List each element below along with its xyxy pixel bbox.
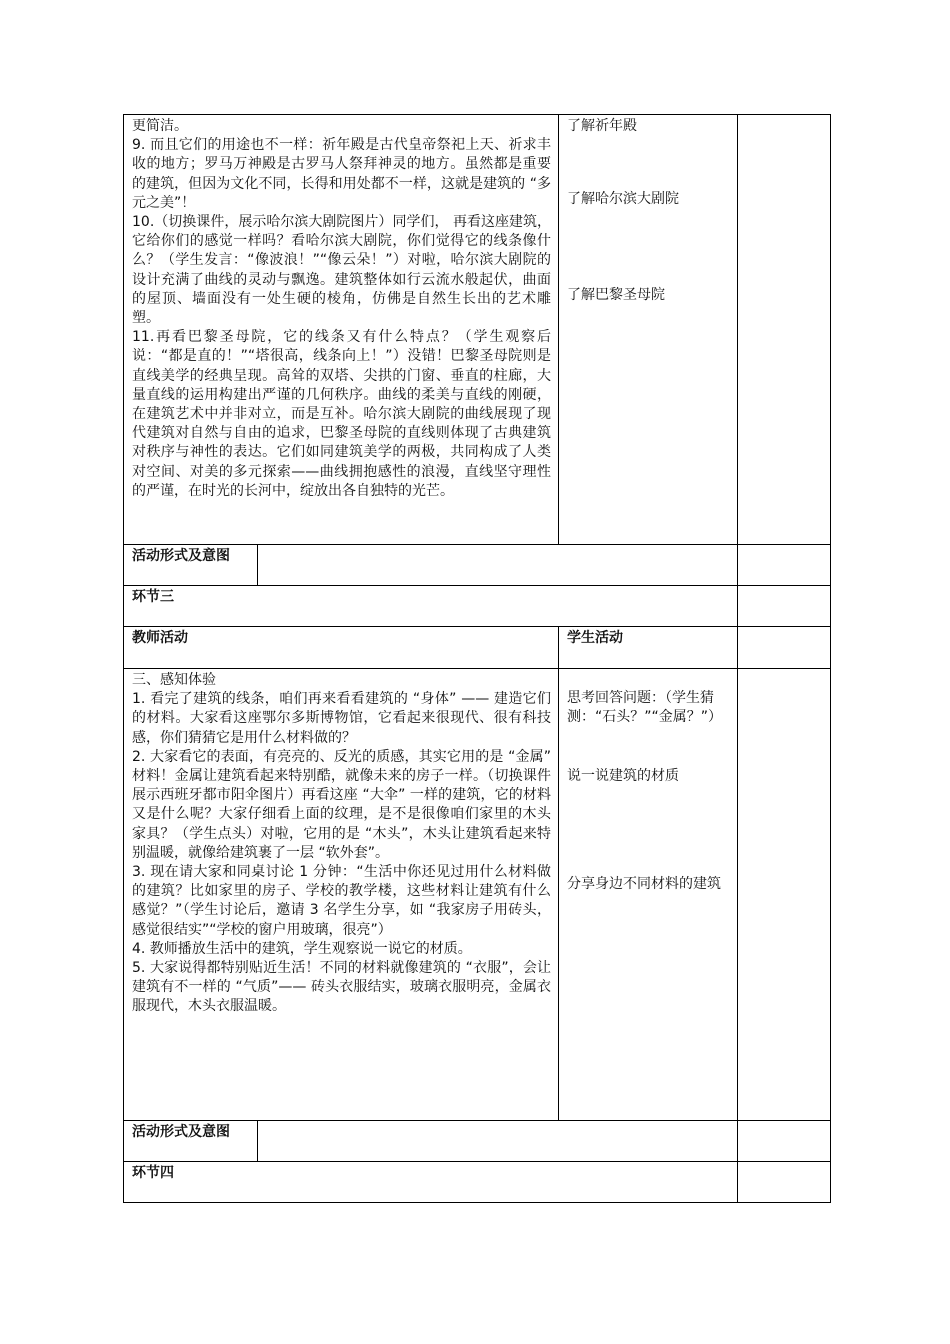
teacher-paragraph: 更简洁。	[132, 118, 188, 134]
student-note: 分享身边不同材料的建筑	[567, 875, 722, 892]
teacher-activity-header: 教师活动	[124, 627, 559, 669]
section3-teacher-cell	[124, 669, 559, 1121]
activity-form-row	[124, 1121, 831, 1162]
stage3-heading: 环节三	[124, 586, 738, 627]
teacher-paragraph: 2. 大家看它的表面，有亮亮的、反光的质感，其实它用的是 “金属” 材料！金属让建筑看起来特别酷，就像未来的房子一样。（切换课件展示西班牙都市阳伞图片）再看这座 “大伞” 一样的建筑，它的材料又是什么呢？大家仔细看上面的纹理，是不是很像咱们家里的木头家具？（学生点头）对啦，它用的是 “木头”，木头让建筑看起来特别温暖，就像给建筑裹了一层 “软外套”。	[132, 748, 552, 861]
teacher-paragraph: 1. 看完了建筑的线条，咱们再来看看建筑的 “身体” —— 建造它们的材料。大家看这座鄂尔多斯博物馆，它看起来很现代、很有科技感，你们猜猜它是用什么材料做的？	[132, 691, 552, 746]
empty-cell	[738, 115, 831, 545]
teacher-paragraph: 5. 大家说得都特别贴近生活！不同的材料就像建筑的 “衣服”，会让建筑有不一样的 “气质”—— 砖头衣服结实，玻璃衣服明亮，金属衣服现代，木头衣服温暖。	[132, 960, 552, 1015]
student-note: 了解哈尔滨大剧院	[567, 191, 680, 208]
section3-content-row	[124, 669, 831, 1121]
teacher-paragraph: 3. 现在请大家和同桌讨论 1 分钟：“生活中你还见过用什么材料做的建筑？比如家里的房子、学校的教学楼，这些材料让建筑有什么感觉？”（学生讨论后，邀请 3 名学生分享，如 “我家房子用砖头，感觉很结实”“学校的窗户用玻璃，很亮”）	[132, 864, 552, 938]
activity-form-value	[258, 1121, 738, 1162]
section2-student-cell	[559, 115, 738, 545]
teacher-paragraph: 4. 教师播放生活中的建筑，学生观察说一说它的材质。	[132, 940, 472, 957]
section2-teacher-cell	[124, 115, 559, 545]
teacher-paragraph: 三、感知体验	[132, 672, 216, 688]
teacher-paragraph: 10.（切换课件，展示哈尔滨大剧院图片）同学们， 再看这座建筑，它给你们的感觉一样吗？看哈尔滨大剧院，你们觉得它的线条像什么？（学生发言：“像波浪！”“像云朵！”）对啦，哈尔滨大剧院的设计充满了曲线的灵动与飘逸。建筑整体如行云流水般起伏，曲面的屋顶、墙面没有一处生硬的棱角，仿佛是自然生长出的艺术雕塑。	[132, 214, 552, 327]
activity-form-row	[124, 545, 831, 586]
student-note: 思考回答问题：（学生猜测：“石头？”“金属？”）	[567, 690, 723, 726]
stage-row	[124, 586, 831, 627]
activity-form-label: 活动形式及意图	[124, 545, 258, 586]
column-header-row	[124, 627, 831, 669]
section2-content-row	[124, 115, 831, 545]
stage-row	[124, 1162, 831, 1203]
teacher-paragraph: 11.再看巴黎圣母院，它的线条又有什么特点？（学生观察后说：“都是直的！”“塔很高，线条向上！”）没错！巴黎圣母院则是直线美学的经典呈现。高耸的双塔、尖拱的门窗、垂直的柱廊，大量直线的运用构建出严谨的几何秩序。曲线的柔美与直线的刚硬，在建筑艺术中并非对立，而是互补。哈尔滨大剧院的曲线展现了现代建筑对自然与自由的追求，巴黎圣母院的直线则体现了古典建筑对秩序与神性的表达。它们如同建筑美学的两极，共同构成了人类对空间、对美的多元探索——曲线拥抱感性的浪漫，直线坚守理性的严谨，在时光的长河中，绽放出各自独特的光芒。	[132, 329, 552, 499]
empty-cell	[738, 669, 831, 1121]
empty-cell	[738, 586, 831, 627]
activity-form-label: 活动形式及意图	[124, 1121, 258, 1162]
empty-cell	[738, 1162, 831, 1203]
empty-cell	[738, 627, 831, 669]
student-note: 了解巴黎圣母院	[567, 287, 666, 304]
empty-cell	[738, 1121, 831, 1162]
student-note: 了解祈年殿	[567, 118, 638, 134]
section3-student-cell	[559, 669, 738, 1121]
teacher-paragraph: 9. 而且它们的用途也不一样：祈年殿是古代皇帝祭祀上天、祈求丰收的地方；罗马万神殿是古罗马人祭拜神灵的地方。虽然都是重要的建筑，但因为文化不同，长得和用处都不一样，这就是建筑的 “多元之美”！	[132, 137, 552, 211]
student-note: 说一说建筑的材质	[567, 768, 680, 785]
activity-form-value	[258, 545, 738, 586]
lesson-plan-table	[123, 114, 831, 1203]
empty-cell	[738, 545, 831, 586]
student-activity-header: 学生活动	[559, 627, 738, 669]
stage4-heading: 环节四	[124, 1162, 738, 1203]
